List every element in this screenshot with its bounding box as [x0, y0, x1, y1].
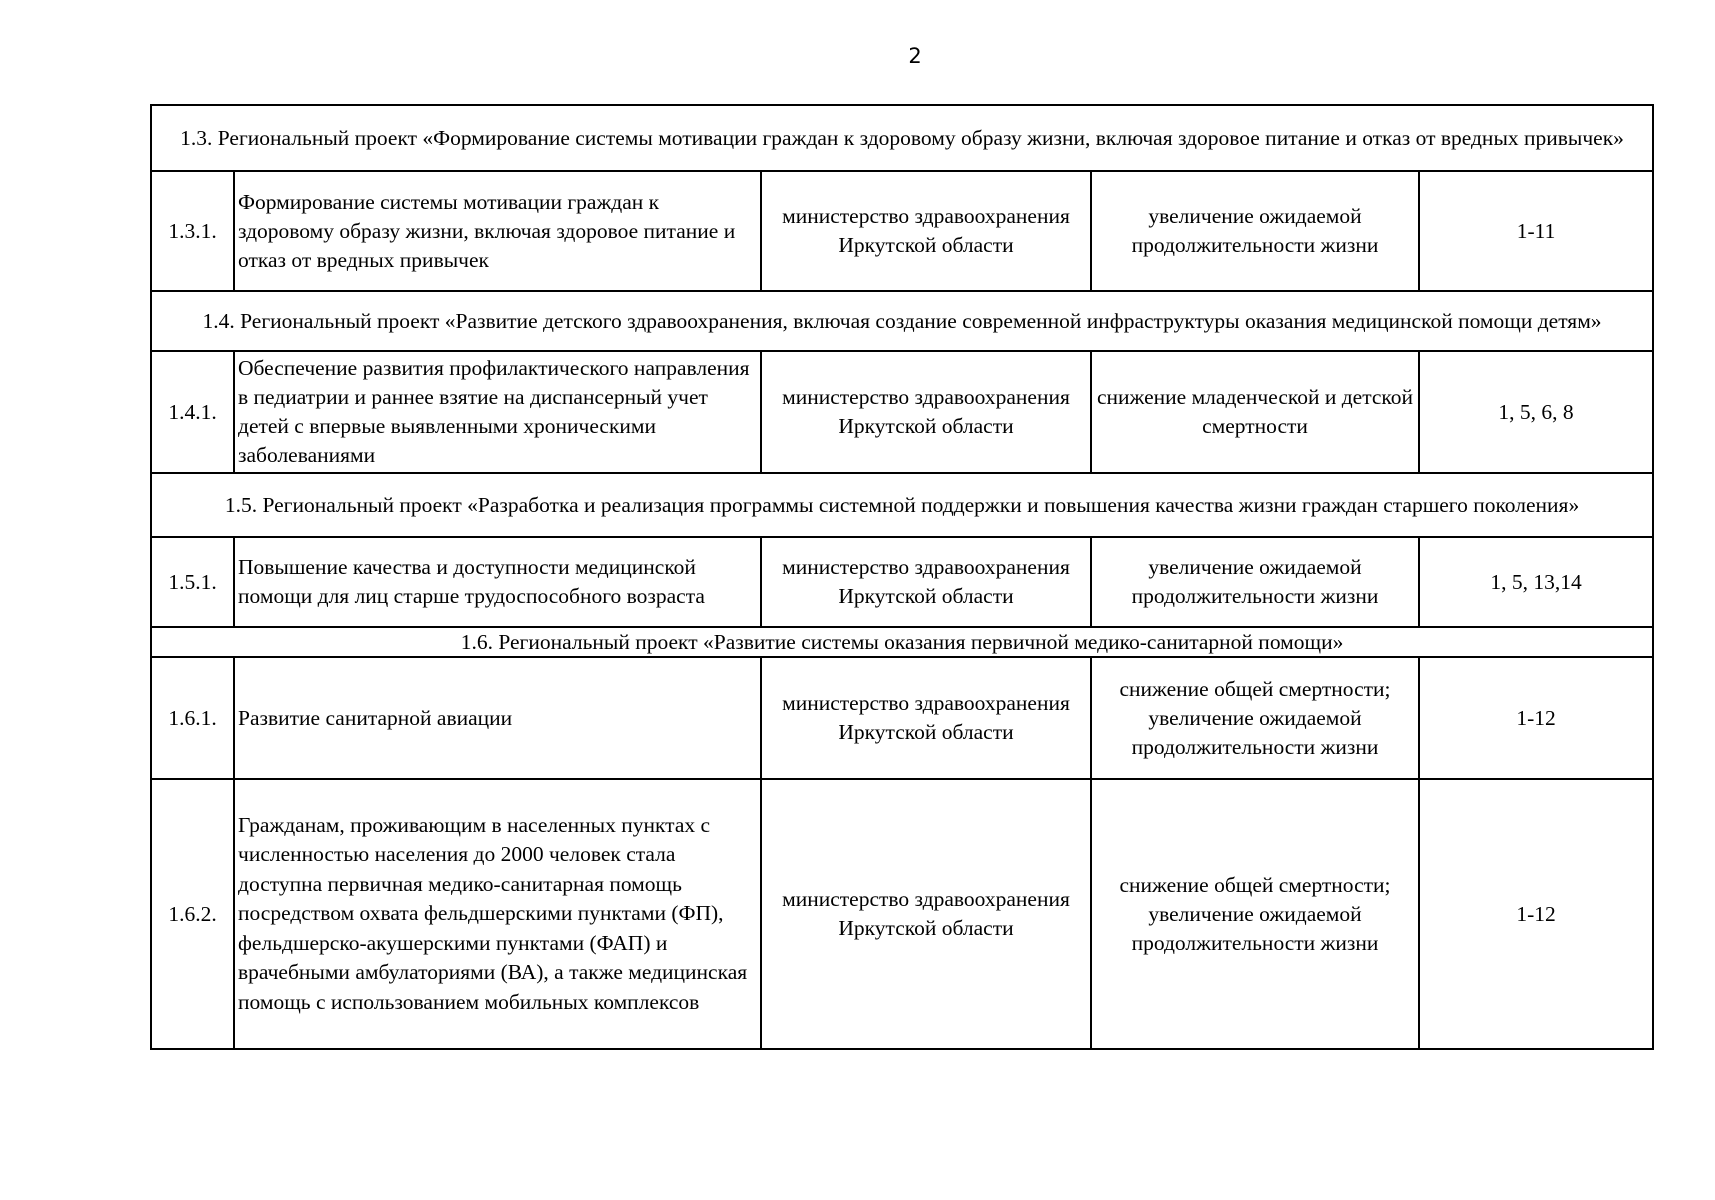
indicator-numbers: 1, 5, 6, 8 [1419, 351, 1653, 473]
row-number: 1.6.2. [151, 779, 234, 1049]
section-title: 1.4. Региональный проект «Развитие детского здравоохранения, включая создание современной инфраструктуры оказания медицинской помощи детям» [151, 291, 1653, 351]
indicator-numbers: 1-12 [1419, 657, 1653, 779]
section-title: 1.3. Региональный проект «Формирование системы мотивации граждан к здоровому образу жизни, включая здоровое питание и отказ от вредных привычек» [151, 105, 1653, 171]
expected-result: увеличение ожидаемой продолжительности жизни [1091, 171, 1419, 291]
program-measures-table [150, 104, 1654, 1050]
responsible-executor: министерство здравоохранения Иркутской области [761, 779, 1091, 1049]
responsible-executor: министерство здравоохранения Иркутской области [761, 351, 1091, 473]
section-title: 1.6. Региональный проект «Развитие системы оказания первичной медико-санитарной помощи» [151, 627, 1653, 657]
expected-result: снижение общей смертности; увеличение ожидаемой продолжительности жизни [1091, 779, 1419, 1049]
indicator-numbers: 1, 5, 13,14 [1419, 537, 1653, 627]
section-header-row [151, 105, 1653, 171]
measure-description: Развитие санитарной авиации [234, 657, 761, 779]
responsible-executor: министерство здравоохранения Иркутской области [761, 171, 1091, 291]
responsible-executor: министерство здравоохранения Иркутской области [761, 657, 1091, 779]
section-title: 1.5. Региональный проект «Разработка и реализация программы системной поддержки и повышения качества жизни граждан старшего поколения» [151, 473, 1653, 537]
row-number: 1.4.1. [151, 351, 234, 473]
measure-description: Гражданам, проживающим в населенных пунктах с численностью населения до 2000 человек стала доступна первичная медико-санитарная помощь посредством охвата фельдшерскими пунктами (ФП), фельдшерско-акушерскими пунктами (ФАП) и врачебными амбулаториями (ВА), а также медицинская помощь с использованием мобильных комплексов [234, 779, 761, 1049]
table-row [151, 351, 1653, 473]
section-header-row [151, 627, 1653, 657]
table-row [151, 537, 1653, 627]
table-row [151, 171, 1653, 291]
row-number: 1.3.1. [151, 171, 234, 291]
indicator-numbers: 1-12 [1419, 779, 1653, 1049]
responsible-executor: министерство здравоохранения Иркутской области [761, 537, 1091, 627]
measure-description: Повышение качества и доступности медицинской помощи для лиц старше трудоспособного возраста [234, 537, 761, 627]
measure-description: Формирование системы мотивации граждан к здоровому образу жизни, включая здоровое питание и отказ от вредных привычек [234, 171, 761, 291]
section-header-row [151, 291, 1653, 351]
indicator-numbers: 1-11 [1419, 171, 1653, 291]
table-row [151, 657, 1653, 779]
table-row [151, 779, 1653, 1049]
row-number: 1.5.1. [151, 537, 234, 627]
expected-result: увеличение ожидаемой продолжительности жизни [1091, 537, 1419, 627]
expected-result: снижение младенческой и детской смертности [1091, 351, 1419, 473]
expected-result: снижение общей смертности; увеличение ожидаемой продолжительности жизни [1091, 657, 1419, 779]
page-number: 2 [908, 44, 922, 68]
section-header-row [151, 473, 1653, 537]
row-number: 1.6.1. [151, 657, 234, 779]
measure-description: Обеспечение развития профилактического направления в педиатрии и раннее взятие на диспансерный учет детей с впервые выявленными хроническими заболеваниями [234, 351, 761, 473]
